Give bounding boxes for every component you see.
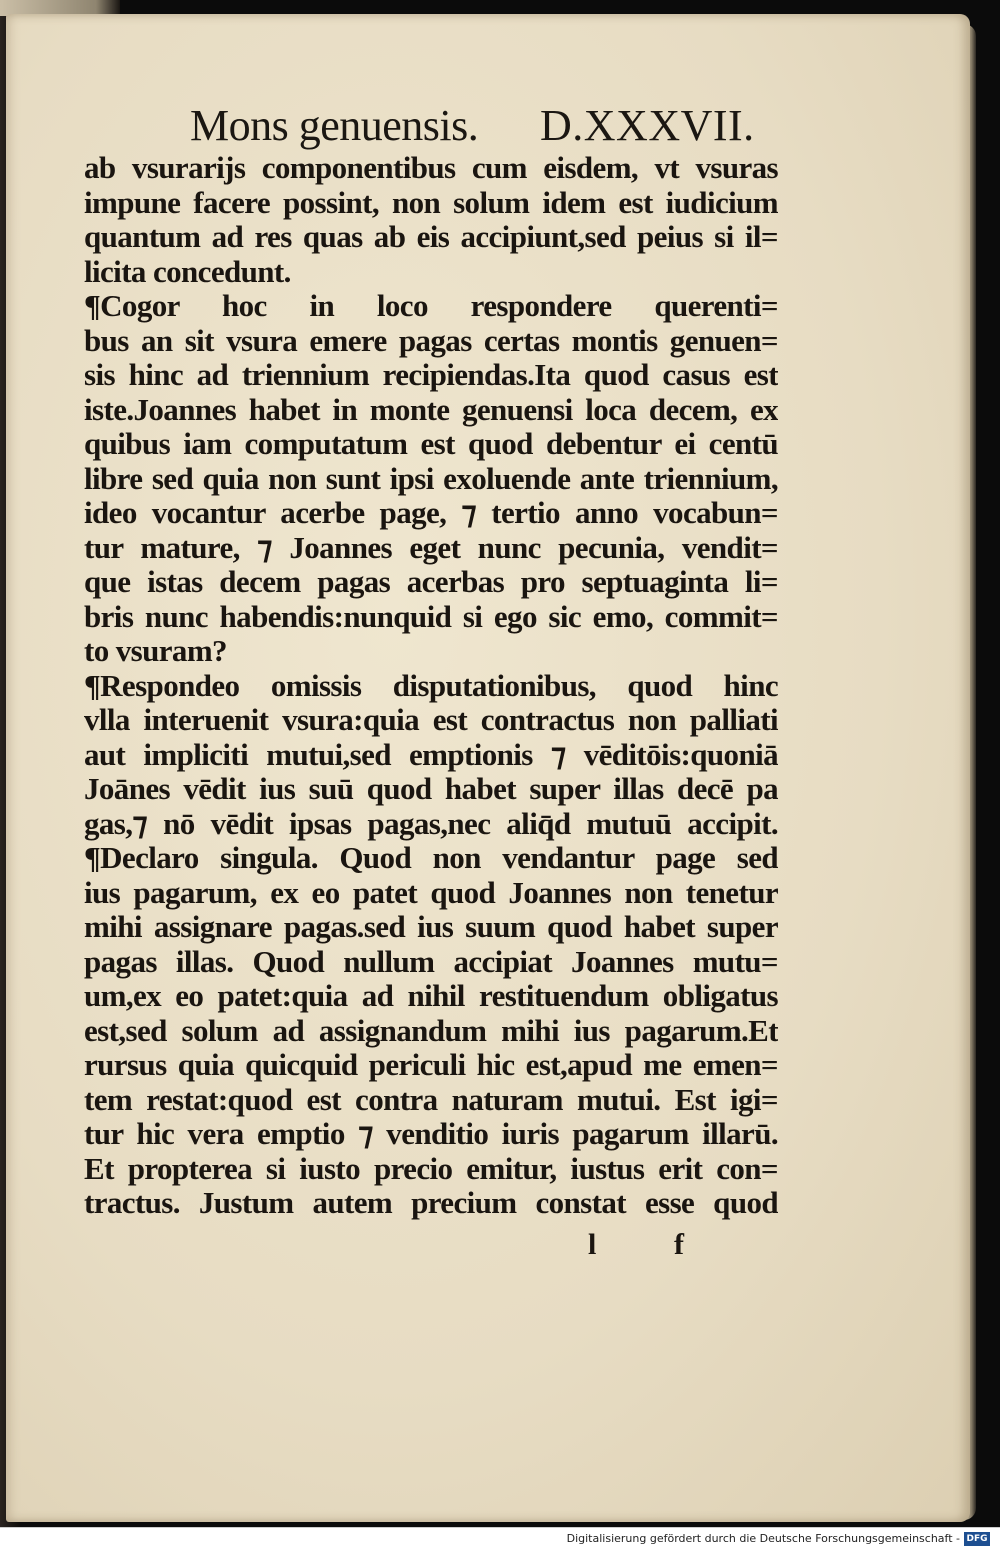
text-line: iste.Joannes habet in monte genuensi loca decem, ex	[84, 392, 778, 427]
text-line: gas,⁊ nō vēdit ipsas pagas,nec aliq̄d mutuū accipit.	[84, 806, 778, 841]
text-line: tractus. Justum autem precium constat esse quod	[84, 1186, 778, 1220]
text-line: bris nunc habendis:nunquid si ego sic emo, commit=	[84, 599, 778, 634]
text-block	[84, 151, 778, 1221]
folio-number: D.XXXVII.	[540, 101, 755, 150]
text-line: Joānes vēdit ius suū quod habet super illas decē pa	[84, 772, 778, 806]
footer-bar	[0, 1527, 1000, 1550]
text-line: to vsuram?	[84, 634, 227, 668]
running-title: Mons genuensis.	[190, 101, 479, 150]
text-line: impune facere possint, non solum idem est iudicium	[84, 185, 778, 220]
text-line: ius pagarum, ex eo patet quod Joannes non tenetur	[84, 875, 778, 910]
text-line: bus an sit vsura emere pagas certas montis genuen=	[84, 323, 778, 358]
text-line: sis hinc ad triennium recipiendas.Ita quod casus est	[84, 358, 778, 392]
text-line: quantum ad res quas ab eis accipiunt,sed peius si il=	[84, 220, 778, 254]
text-line: ¶Respondeo omissis disputationibus, quod hinc	[84, 668, 778, 703]
text-line: quibus iam computatum est quod debentur ei centū	[84, 427, 778, 461]
text-line: tem restat:quod est contra naturam mutui. Est igi=	[84, 1082, 778, 1117]
text-line: aut impliciti mutui,sed emptionis ⁊ vēditōis:quoniā	[84, 737, 778, 772]
text-line: pagas illas. Quod nullum accipiat Joannes mutu=	[84, 944, 778, 979]
text-line: mihi assignare pagas.sed ius suum quod habet super	[84, 910, 778, 944]
text-line: libre sed quia non sunt ipsi exoluende ante triennium,	[84, 461, 778, 496]
text-line: um,ex eo patet:quia ad nihil restituendum obligatus	[84, 979, 778, 1013]
text-line: tur mature, ⁊ Joannes eget nunc pecunia, vendit=	[84, 530, 778, 565]
text-line: Et propterea si iusto precio emitur, iustus erit con=	[84, 1151, 778, 1186]
signature-mark	[588, 1228, 708, 1268]
text-line: ¶Declaro singula. Quod non vendantur page sed	[84, 841, 778, 875]
footer-credit: Digitalisierung gefördert durch die Deutsche Forschungsgemeinschaft -	[566, 1532, 960, 1545]
dfg-logo-icon: DFG	[964, 1532, 990, 1546]
text-line: rursus quia quicquid periculi hic est,apud me emen=	[84, 1048, 778, 1082]
text-line: ideo vocantur acerbe page, ⁊ tertio anno vocabun=	[84, 496, 778, 530]
signature-mark-b: f	[674, 1228, 684, 1261]
text-line: vlla interuenit vsura:quia est contractus non palliati	[84, 703, 778, 737]
text-line: est,sed solum ad assignandum mihi ius pagarum.Et	[84, 1013, 778, 1048]
text-line: tur hic vera emptio ⁊ venditio iuris pagarum illarū.	[84, 1117, 778, 1151]
text-line: ¶Cogor hoc in loco respondere querenti=	[84, 289, 778, 323]
text-line: ab vsurarijs componentibus cum eisdem, vt vsuras	[84, 151, 778, 185]
text-line: licita concedunt.	[84, 254, 291, 289]
signature-mark-a: l	[588, 1228, 597, 1261]
text-line: que istas decem pagas acerbas pro septuaginta li=	[84, 565, 778, 599]
